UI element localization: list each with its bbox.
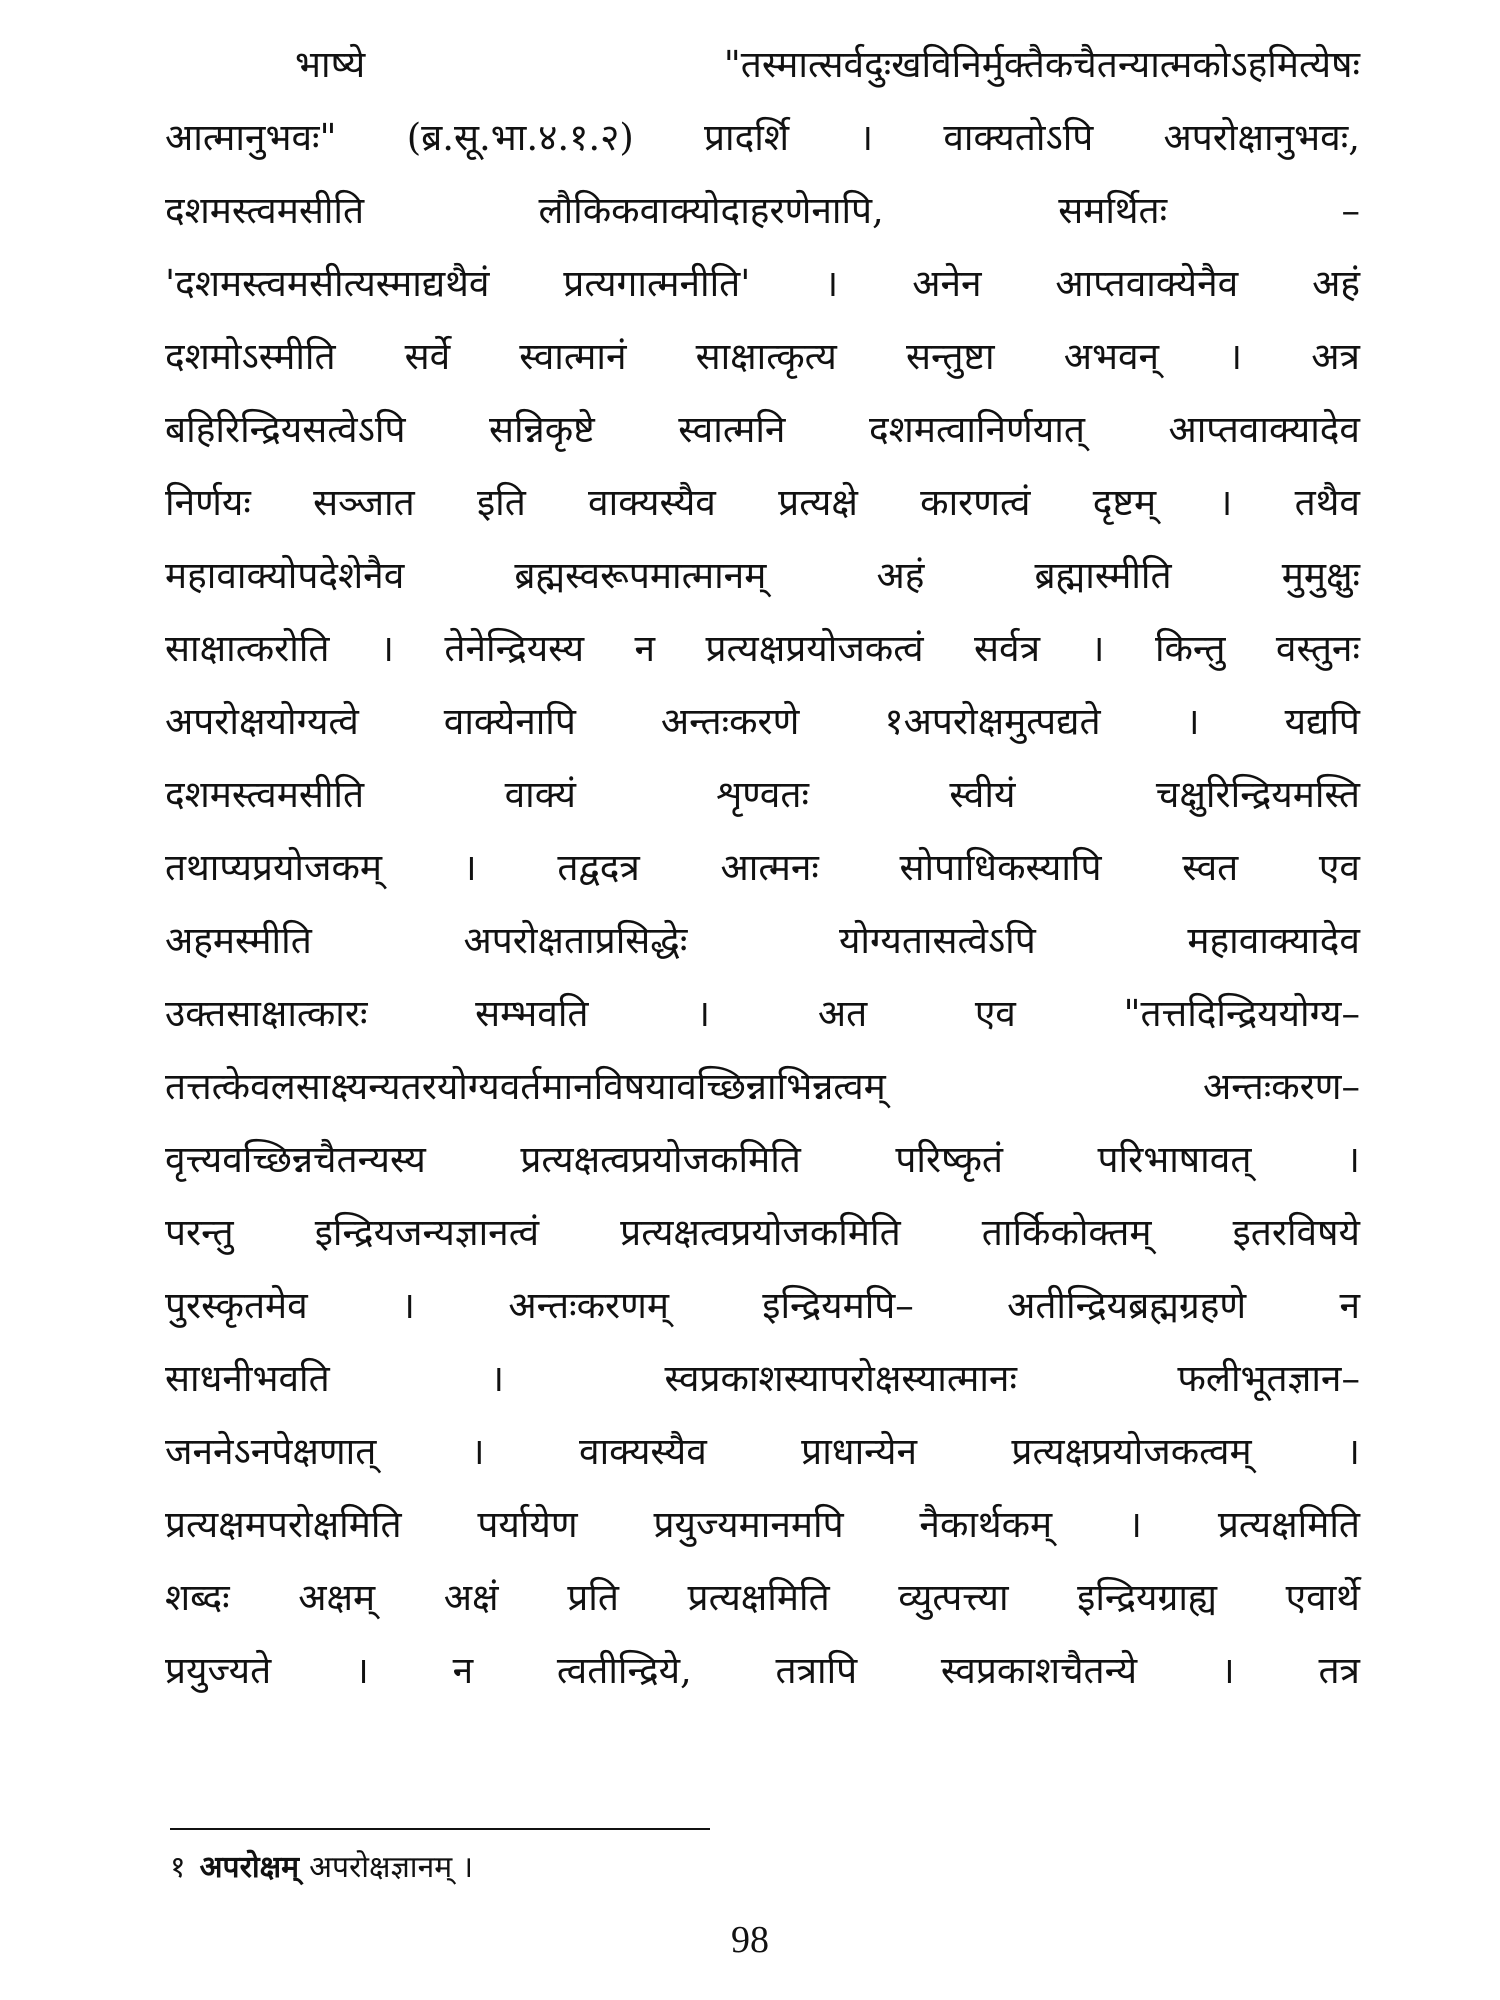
word: १अपरोक्षमुत्पद्यते [884,700,1101,743]
word: । [401,1284,416,1327]
word: निर्णयः [165,481,251,524]
word: स्वात्मानं [519,335,627,378]
word: अन्तःकरणे [660,700,800,743]
word: दृष्टम् [1092,481,1157,524]
word: जननेऽनपेक्षणात् [165,1430,377,1473]
word: यद्यपि [1284,700,1360,743]
word: । [490,1357,505,1400]
word: तेनेन्द्रियस्य [444,627,585,670]
footnote-term: अपरोक्षम् [199,1850,300,1885]
text-line [165,831,1360,904]
word: अन्तःकरण– [1202,1065,1360,1108]
word: आत्मानुभवः" [165,116,337,159]
text-line [165,1050,1360,1123]
word: साक्षात्करोति [165,627,330,670]
word: एवार्थे [1285,1576,1360,1619]
word: । [354,1649,369,1692]
word: एव [1318,846,1360,889]
word: स्वप्रकाशस्यापरोक्षस्यात्मानः [664,1357,1017,1400]
word: प्रत्यक्षप्रयोजकत्वं [705,627,924,670]
word: बहिरिन्द्रियसत्वेऽपि [165,408,406,451]
word: । [1185,700,1200,743]
word: सम्भवति [475,992,589,1035]
text-line [165,174,1360,247]
word: ब्रह्मस्वरूपमात्मानम् [514,554,767,597]
word: सोपाधिकस्यापि [899,846,1102,889]
word: । [379,627,394,670]
word: साधनीभवति [165,1357,330,1400]
word: वाक्यस्यैव [579,1430,707,1473]
word: – [1341,189,1360,232]
word: । [1127,1503,1143,1546]
text-line [165,101,1360,174]
word: तत्तत्केवलसाक्ष्यन्यतरयोग्यवर्तमानविषयावच्छिन्नाभिन्नत्वम् [165,1065,886,1108]
text-line [165,904,1360,977]
word: दशमस्त्वमसीति [165,189,365,232]
word: । [1228,335,1243,378]
word: अन्तःकरणम् [508,1284,669,1327]
word: नैकार्थकम् [919,1503,1053,1546]
word: परिष्कृतं [895,1138,1003,1181]
word: परिभाषावत् [1097,1138,1252,1181]
word: स्वत [1182,846,1239,889]
word: तत्रापि [775,1649,858,1692]
word: (ब्र.सू.भा.४.१.२) [406,116,634,159]
text-line [165,466,1360,539]
word: वाक्यस्यैव [588,481,716,524]
text-line [165,1634,1360,1707]
word: अपरोक्षताप्रसिद्धेः [463,919,688,962]
word: तार्किकोक्तम् [981,1211,1152,1254]
word: ब्रह्मास्मीति [1034,554,1172,597]
word: । [1345,1138,1360,1181]
word: अक्षं [443,1576,499,1619]
word: प्राधान्येन [801,1430,918,1473]
word: चक्षुरिन्द्रियमस्ति [1155,773,1360,816]
word: प्रयुज्यते [165,1649,272,1692]
page-number: 98 [731,1919,769,1961]
word: अहमस्मीति [165,919,312,962]
word: मुमुक्षुः [1281,554,1360,597]
word: वाक्यं [504,773,576,816]
word: पर्यायेण [477,1503,578,1546]
word: आप्तवाक्यादेव [1168,408,1360,451]
word: महावाक्योपदेशेनैव [165,554,405,597]
text-line [165,247,1360,320]
word: स्वप्रकाशचैतन्ये [940,1649,1138,1692]
footnote-text: अपरोक्षज्ञानम् । [309,1850,474,1885]
word: अनेन [912,262,982,305]
word: लौकिकवाक्योदाहरणेनापि, [538,189,884,232]
word: किन्तु [1154,627,1226,670]
word: इन्द्रियग्राह्य [1077,1576,1218,1619]
word: तत्र [1318,1649,1360,1692]
word: त्वतीन्द्रिये, [556,1649,692,1692]
footnote [170,1846,473,1890]
word: प्रयुज्यमानमपि [653,1503,844,1546]
text-line [165,1561,1360,1634]
word: पुरस्कृतमेव [165,1284,308,1327]
word: वस्तुनः [1275,627,1360,670]
text-line [165,758,1360,831]
word: अत्र [1311,335,1360,378]
word: 'दशमस्त्वमसीत्यस्माद्यथैवं [165,262,490,305]
word: फलीभूतज्ञान– [1177,1357,1360,1400]
word: तथैव [1294,481,1360,524]
word: कारणत्वं [920,481,1031,524]
text-line [165,1342,1360,1415]
word: प्रत्यक्षे [778,481,858,524]
word: वाक्येनापि [443,700,576,743]
word: । [1220,1649,1235,1692]
word: महावाक्यादेव [1187,919,1360,962]
word: अतीन्द्रियब्रह्मग्रहणे [1007,1284,1247,1327]
word: न [1339,1284,1360,1327]
word: भाष्ये [295,43,366,86]
text-line [165,612,1360,685]
text-line [165,320,1360,393]
word: इन्द्रियमपि– [762,1284,914,1327]
text-line [165,539,1360,612]
word: अपरोक्षयोग्यत्वे [165,700,359,743]
word: प्रत्यक्षमपरोक्षमिति [165,1503,402,1546]
word: वाक्यतोऽपि [943,116,1094,159]
word: न [452,1649,474,1692]
word: । [1345,1430,1360,1473]
text-line [165,28,1360,101]
word: स्वीयं [949,773,1016,816]
word: सन्तुष्टा [905,335,995,378]
word: सन्निकृष्टे [489,408,595,451]
word: अहं [876,554,925,597]
word: । [1218,481,1233,524]
word: न [634,627,656,670]
word: प्रत्यक्षमिति [1217,1503,1360,1546]
word: शृण्वतः [716,773,809,816]
word: दशमोऽस्मीति [165,335,336,378]
word: प्रत्यक्षत्वप्रयोजकमिति [520,1138,801,1181]
word: तद्वदत्र [557,846,640,889]
word: । [462,846,477,889]
word: प्रत्यक्षप्रयोजकत्वम् [1011,1430,1252,1473]
word: सर्वत्र [974,627,1041,670]
word: शब्दः [165,1576,230,1619]
word: परन्तु [165,1211,234,1254]
word: अपरोक्षानुभवः, [1163,116,1360,159]
word: इति [476,481,526,524]
word: दशमस्त्वमसीति [165,773,365,816]
body-text [165,28,1360,1707]
word: एव [974,992,1016,1035]
word: अभवन् [1063,335,1160,378]
word: सर्वे [404,335,451,378]
word: प्रत्यक्षमिति [687,1576,830,1619]
word: अक्षम् [298,1576,376,1619]
word: । [696,992,711,1035]
text-line [165,1123,1360,1196]
text-line [165,977,1360,1050]
word: वृत्त्यवच्छिन्नचैतन्यस्य [165,1138,426,1181]
text-line [165,1415,1360,1488]
word: तथाप्यप्रयोजकम् [165,846,383,889]
word: । [470,1430,485,1473]
text-line [165,393,1360,466]
word: इन्द्रियजन्यज्ञानत्वं [314,1211,540,1254]
word: योग्यतासत्वेऽपि [838,919,1036,962]
word: । [1090,627,1105,670]
word: अत [817,992,868,1035]
word: इतरविषये [1232,1211,1360,1254]
word: "तस्मात्सर्वदुःखविनिर्मुक्तैकचैतन्यात्मकोऽहमित्येषः [723,43,1360,86]
word: उक्तसाक्षात्कारः [165,992,368,1035]
text-line [165,1488,1360,1561]
word: प्रति [567,1576,619,1619]
word: अहं [1312,262,1360,305]
text-line [165,1196,1360,1269]
word: प्रत्यक्षत्वप्रयोजकमिति [620,1211,901,1254]
word: स्वात्मनि [678,408,786,451]
text-line [165,1269,1360,1342]
word: प्रत्यगात्मनीति' [563,262,751,305]
word: समर्थितः [1058,189,1168,232]
word: आप्तवाक्येनैव [1055,262,1239,305]
word: सञ्जात [313,481,415,524]
footnote-number: १ [170,1850,186,1885]
word: व्युत्पत्त्या [898,1576,1009,1619]
footnote-separator [170,1828,710,1830]
word: । [859,116,874,159]
word: साक्षात्कृत्य [695,335,837,378]
word: प्रादर्शि [703,116,790,159]
word: । [824,262,839,305]
word: दशमत्वानिर्णयात् [869,408,1085,451]
word: आत्मनः [720,846,819,889]
word: "तत्तदिन्द्रिययोग्य– [1123,992,1360,1035]
text-line [165,685,1360,758]
